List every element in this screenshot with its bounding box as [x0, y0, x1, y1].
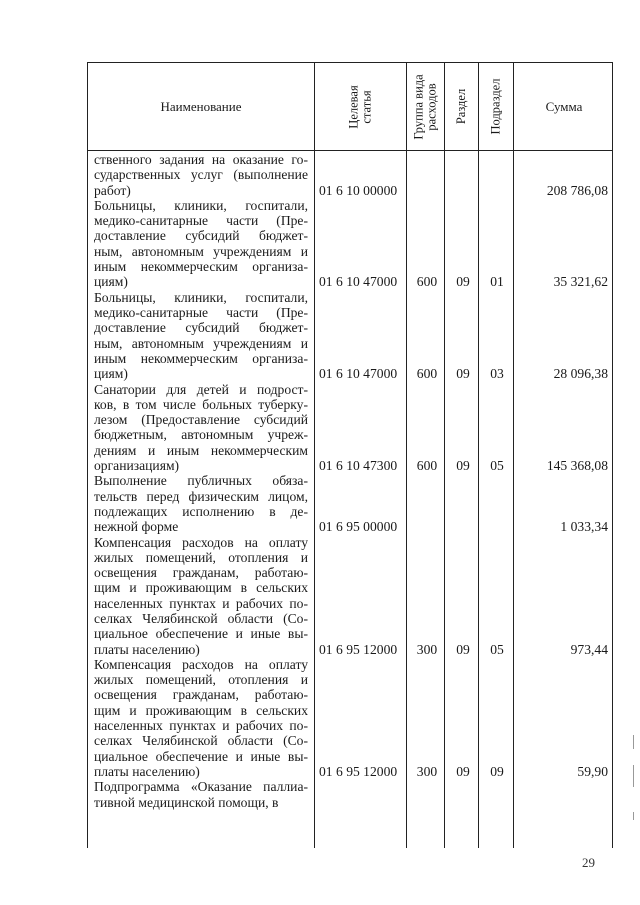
row-expense-group: 600 — [416, 366, 438, 382]
table-row — [88, 198, 612, 290]
row-sum: 1 033,34 — [560, 519, 608, 535]
row-target-article: 01 6 10 47000 — [319, 274, 398, 290]
header-sum-label: Сумма — [545, 98, 583, 114]
row-sum: 973,44 — [570, 641, 608, 657]
row-name — [94, 382, 308, 474]
row-expense-group: 300 — [416, 641, 438, 657]
row-subsection: 01 — [490, 274, 504, 290]
row-subsection: 09 — [490, 763, 504, 779]
row-name-line: Больницы, клиники, госпитали, — [94, 197, 308, 213]
row-name-line: сударственных услуг (выполнение — [94, 167, 308, 183]
row-subsection: 03 — [490, 366, 504, 382]
row-section: 09 — [456, 641, 470, 657]
header-target-article-label — [348, 85, 374, 128]
row-target-article: 01 6 10 47000 — [319, 366, 398, 382]
row-subsection: 05 — [490, 458, 504, 473]
row-name-line: ным, автономным учреждениям и — [94, 243, 308, 259]
row-name-line: работ) — [94, 182, 131, 198]
row-name-line: циальное обеспечение и иные вы- — [94, 748, 308, 764]
header-line: Целевая — [346, 84, 361, 129]
row-sum: 145 368,08 — [546, 458, 608, 473]
margin-mark — [633, 735, 634, 749]
row-target-article: 01 6 95 12000 — [319, 641, 398, 657]
row-sum: 28 096,38 — [553, 366, 608, 382]
row-name-line: ственного задания на оказание го- — [94, 152, 308, 167]
header-section-label: Раздел — [454, 88, 469, 125]
row-name-line: Санатории для детей и подрост- — [94, 381, 308, 397]
row-name — [94, 152, 308, 198]
row-name — [94, 657, 308, 779]
row-name-line: медико-санитарные части (Пре- — [94, 213, 308, 229]
row-name-line: бюджетным, автономным учреж- — [94, 427, 308, 443]
table-row — [88, 382, 612, 474]
row-expense-group: 600 — [416, 458, 438, 473]
row-name-line: медико-санитарные части (Пре- — [94, 304, 308, 320]
row-expense-group: 600 — [416, 274, 438, 290]
table-row — [88, 290, 612, 382]
table-row — [88, 152, 612, 198]
row-name-line: Компенсация расходов на оплату — [94, 534, 308, 550]
row-name-line: доставление субсидий бюджет- — [94, 228, 308, 244]
table-row — [88, 657, 612, 779]
row-name-line: щим и проживающим в сельских — [94, 580, 308, 596]
row-name-line: иным некоммерческим организа- — [94, 350, 308, 366]
row-name-line: платы населению) — [94, 641, 200, 657]
row-name-line: лезом (Предоставление субсидий — [94, 412, 308, 428]
row-name-line: жилых помещений, отопления и — [94, 549, 308, 565]
table-row — [88, 779, 612, 810]
row-sum: 35 321,62 — [553, 274, 608, 290]
row-section: 09 — [456, 366, 470, 382]
row-name-line: тельств перед физическим лицом, — [94, 488, 308, 504]
row-name-line: нежной форме — [94, 519, 179, 535]
row-name-line: освещения гражданам, работаю- — [94, 565, 308, 581]
header-line: Группа вида — [411, 73, 426, 140]
row-name-line: циям) — [94, 366, 128, 382]
row-name-line: циальное обеспечение и иные вы- — [94, 626, 308, 642]
margin-mark — [633, 812, 634, 820]
row-name-line: селках Челябинской области (Со- — [94, 733, 308, 749]
header-divider — [88, 150, 612, 151]
header-subsection — [479, 63, 513, 150]
table-row — [88, 535, 612, 657]
row-name-line: платы населению) — [94, 763, 200, 779]
margin-mark — [633, 765, 634, 787]
row-name-line: освещения гражданам, работаю- — [94, 687, 308, 703]
row-section: 09 — [456, 458, 470, 473]
row-name-line: щим и проживающим в сельских — [94, 702, 308, 718]
row-name-line: Выполнение публичных обяза- — [94, 473, 308, 489]
row-sum: 59,90 — [577, 763, 608, 779]
header-name-label: Наименование — [160, 98, 242, 114]
row-name-line: ков, в том числе больных туберку- — [94, 396, 308, 412]
row-name-line: ным, автономным учреждениям и — [94, 335, 308, 351]
header-line: статья — [359, 89, 374, 124]
row-name-line: населенных пунктах и рабочих по- — [94, 718, 308, 734]
table-row — [88, 473, 612, 534]
page-number: 29 — [582, 855, 595, 870]
row-subsection: 05 — [490, 641, 504, 657]
row-name — [94, 290, 308, 382]
row-name-line: жилых помещений, отопления и — [94, 672, 308, 688]
header-subsection-label: Подраздел — [488, 78, 503, 135]
row-name-line: селках Челябинской области (Со- — [94, 610, 308, 626]
row-section: 09 — [456, 274, 470, 290]
row-name — [94, 779, 308, 810]
header-section — [445, 63, 478, 150]
row-name-line: Подпрограмма «Оказание паллиа- — [94, 779, 308, 795]
row-name-line: населенных пунктах и рабочих по- — [94, 595, 308, 611]
header-line: расходов — [424, 82, 439, 131]
row-section: 09 — [456, 763, 470, 779]
row-name — [94, 473, 308, 534]
row-name-line: организациям) — [94, 457, 180, 473]
header-target-article — [315, 63, 406, 150]
row-name-line: Компенсация расходов на оплату — [94, 656, 308, 672]
row-target-article: 01 6 10 00000 — [319, 182, 398, 198]
row-name-line: дениям и иным некоммерческим — [94, 442, 308, 458]
row-target-article: 01 6 95 00000 — [319, 519, 398, 535]
row-name — [94, 198, 308, 290]
header-expense-group — [407, 63, 444, 150]
row-name-line: циям) — [94, 274, 128, 290]
row-name-line: тивной медицинской помощи, в — [94, 794, 279, 810]
row-name-line: доставление субсидий бюджет- — [94, 320, 308, 336]
row-name-line: подлежащих исполнению в де- — [94, 503, 308, 519]
row-target-article: 01 6 10 47300 — [319, 458, 398, 473]
row-sum: 208 786,08 — [546, 182, 608, 198]
row-expense-group: 300 — [416, 763, 438, 779]
row-name-line: Больницы, клиники, госпитали, — [94, 289, 308, 305]
header-sum — [514, 63, 614, 150]
header-expense-group-label — [413, 74, 439, 139]
header-name — [88, 63, 314, 150]
row-name — [94, 535, 308, 657]
budget-table — [87, 62, 613, 848]
row-name-line: иным некоммерческим организа- — [94, 259, 308, 275]
row-target-article: 01 6 95 12000 — [319, 763, 398, 779]
